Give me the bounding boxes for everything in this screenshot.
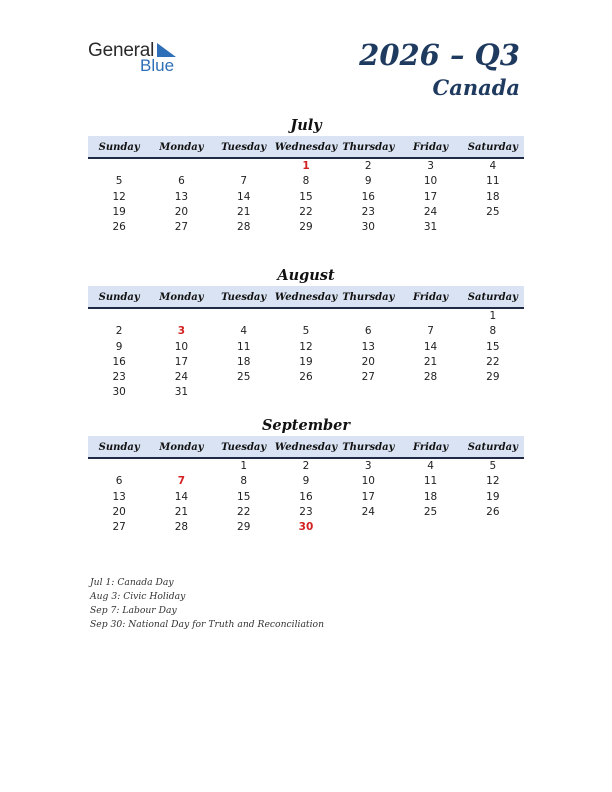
country-title: Canada [432, 75, 520, 100]
month-name: July [290, 117, 322, 134]
day-cell: 26 [486, 505, 500, 518]
weekday-header [88, 436, 524, 459]
day-cell: 21 [423, 355, 438, 368]
weekday-label: Tuesday [221, 442, 267, 453]
day-cell: 31 [423, 221, 438, 234]
weekday-label: Friday [412, 292, 449, 303]
weekday-header [88, 286, 524, 309]
day-cell: 14 [237, 190, 251, 203]
weekday-label: Thursday [342, 292, 395, 303]
logo [88, 40, 188, 80]
day-cell [150, 459, 212, 474]
week-row [88, 324, 524, 339]
day-cell: 18 [423, 490, 438, 503]
day-cell: 16 [361, 190, 375, 203]
day-cell: 11 [237, 340, 251, 353]
day-cell: 20 [112, 505, 126, 518]
day-cell: 12 [299, 340, 313, 353]
day-cell: 6 [115, 475, 123, 488]
month-july [88, 116, 524, 235]
day-cell: 18 [237, 355, 251, 368]
day-cell [88, 309, 150, 324]
day-cell: 24 [174, 371, 189, 384]
day-cell: 13 [112, 490, 126, 503]
day-cell [462, 520, 524, 535]
day-cell: 9 [115, 340, 123, 353]
day-cell: 19 [299, 355, 313, 368]
day-cell: 26 [299, 371, 313, 384]
month-september [88, 416, 524, 535]
week-row [88, 205, 524, 220]
day-cell: 15 [486, 340, 500, 353]
day-cell [213, 159, 275, 174]
day-cell [275, 385, 337, 400]
weekday-label: Wednesday [274, 292, 338, 303]
weekday-label: Thursday [342, 442, 395, 453]
weekday-label: Friday [412, 442, 449, 453]
holiday-day-cell: 7 [177, 475, 186, 488]
day-cell: 20 [361, 355, 375, 368]
day-cell: 13 [361, 340, 375, 353]
day-cell: 5 [302, 325, 310, 338]
day-cell: 22 [237, 505, 251, 518]
week-row [88, 340, 524, 355]
weekday-label: Thursday [342, 142, 395, 153]
weekday-label: Saturday [467, 442, 518, 453]
day-cell: 1 [489, 310, 497, 322]
weekday-label: Saturday [467, 292, 518, 303]
day-cell [399, 520, 461, 535]
day-cell: 4 [240, 325, 248, 338]
day-cell: 19 [486, 490, 500, 503]
calendar-grid [88, 459, 524, 535]
holiday-note: Jul 1: Canada Day [90, 577, 174, 588]
page-title: 2026 – Q3 [359, 38, 520, 72]
week-row [88, 490, 524, 505]
holiday-notes [90, 576, 324, 632]
day-cell [150, 159, 212, 174]
week-row [88, 370, 524, 385]
day-cell [213, 309, 275, 324]
day-cell: 22 [486, 355, 500, 368]
day-cell [462, 385, 524, 400]
weekday-label: Monday [159, 292, 204, 303]
day-cell: 10 [423, 175, 438, 188]
day-cell: 3 [364, 460, 372, 472]
holiday-note: Aug 3: Civic Holiday [90, 591, 186, 602]
day-cell: 6 [178, 175, 185, 188]
day-cell: 22 [299, 205, 313, 218]
day-cell: 21 [174, 505, 189, 518]
holiday-day-cell: 3 [177, 325, 186, 338]
day-cell: 29 [486, 371, 500, 384]
day-cell: 24 [423, 205, 438, 218]
day-cell: 27 [174, 221, 189, 234]
day-cell: 10 [174, 340, 189, 353]
weekday-label: Tuesday [221, 142, 267, 153]
weekday-label: Sunday [98, 292, 140, 303]
day-cell: 15 [299, 190, 313, 203]
week-row [88, 520, 524, 535]
day-cell: 25 [237, 371, 251, 384]
day-cell: 7 [240, 175, 248, 188]
month-august [88, 266, 524, 401]
day-cell: 14 [423, 340, 438, 353]
day-cell: 2 [302, 460, 310, 472]
week-row [88, 385, 524, 400]
day-cell: 27 [112, 521, 126, 534]
day-cell: 30 [361, 221, 375, 234]
day-cell: 5 [115, 175, 123, 188]
day-cell: 12 [112, 190, 126, 203]
weekday-label: Saturday [467, 142, 518, 153]
weekday-label: Sunday [98, 142, 140, 153]
day-cell: 31 [174, 386, 189, 399]
day-cell [337, 520, 399, 535]
day-cell: 17 [361, 490, 375, 503]
calendar-grid [88, 309, 524, 401]
day-cell [88, 159, 150, 174]
weekday-header [88, 136, 524, 159]
day-cell: 21 [237, 205, 251, 218]
day-cell [150, 309, 212, 324]
day-cell: 27 [361, 371, 375, 384]
week-row [88, 159, 524, 174]
day-cell: 24 [361, 505, 375, 518]
holiday-note: Sep 30: National Day for Truth and Reconciliation [90, 619, 324, 630]
day-cell: 3 [427, 160, 434, 172]
day-cell: 28 [423, 371, 438, 384]
holiday-day-cell: 1 [302, 160, 310, 172]
day-cell [399, 385, 461, 400]
day-cell: 29 [237, 521, 251, 534]
week-row [88, 220, 524, 235]
week-row [88, 505, 524, 520]
week-row [88, 474, 524, 489]
day-cell [275, 309, 337, 324]
day-cell: 23 [299, 505, 313, 518]
week-row [88, 190, 524, 205]
day-cell: 1 [240, 460, 248, 472]
weekday-label: Wednesday [274, 442, 338, 453]
day-cell: 28 [237, 221, 251, 234]
day-cell: 16 [112, 355, 126, 368]
day-cell: 26 [112, 221, 126, 234]
day-cell: 4 [489, 160, 497, 172]
day-cell: 2 [364, 160, 372, 172]
day-cell: 8 [240, 475, 248, 488]
day-cell: 23 [361, 205, 375, 218]
day-cell: 9 [364, 175, 372, 188]
day-cell: 11 [423, 475, 438, 488]
day-cell: 8 [489, 325, 497, 338]
weekday-label: Monday [159, 142, 204, 153]
day-cell: 25 [486, 205, 500, 218]
day-cell [213, 385, 275, 400]
day-cell: 9 [302, 475, 310, 488]
day-cell: 12 [486, 475, 500, 488]
day-cell: 16 [299, 490, 313, 503]
week-row [88, 459, 524, 474]
holiday-note: Sep 7: Labour Day [90, 605, 177, 616]
logo-blue-text: Blue [140, 56, 175, 75]
day-cell: 11 [486, 175, 500, 188]
day-cell: 5 [489, 460, 497, 472]
week-row [88, 355, 524, 370]
logo-general-text: General [88, 40, 155, 61]
day-cell: 14 [174, 490, 189, 503]
calendar-grid [88, 159, 524, 235]
day-cell: 23 [112, 371, 126, 384]
day-cell: 8 [302, 175, 310, 188]
week-row [88, 309, 524, 324]
day-cell [88, 459, 150, 474]
day-cell: 28 [174, 521, 189, 534]
day-cell [337, 385, 399, 400]
day-cell: 7 [427, 325, 434, 338]
day-cell: 6 [364, 325, 372, 338]
day-cell: 29 [299, 221, 313, 234]
holiday-day-cell: 30 [298, 521, 314, 534]
day-cell: 17 [174, 355, 189, 368]
day-cell: 10 [361, 475, 375, 488]
month-name: September [261, 417, 351, 434]
day-cell: 20 [174, 205, 189, 218]
day-cell [399, 309, 461, 324]
weekday-label: Monday [159, 442, 204, 453]
day-cell: 18 [486, 190, 500, 203]
day-cell [337, 309, 399, 324]
weekday-label: Wednesday [274, 142, 338, 153]
day-cell: 15 [237, 490, 251, 503]
day-cell: 25 [423, 505, 438, 518]
day-cell [462, 220, 524, 235]
day-cell: 19 [112, 205, 126, 218]
weekday-label: Tuesday [221, 292, 267, 303]
day-cell: 2 [115, 325, 123, 338]
day-cell: 30 [112, 386, 126, 399]
day-cell: 13 [174, 190, 189, 203]
weekday-label: Friday [412, 142, 449, 153]
day-cell: 17 [423, 190, 438, 203]
week-row [88, 174, 524, 189]
day-cell: 4 [427, 460, 434, 472]
weekday-label: Sunday [98, 442, 140, 453]
month-name: August [277, 267, 335, 284]
